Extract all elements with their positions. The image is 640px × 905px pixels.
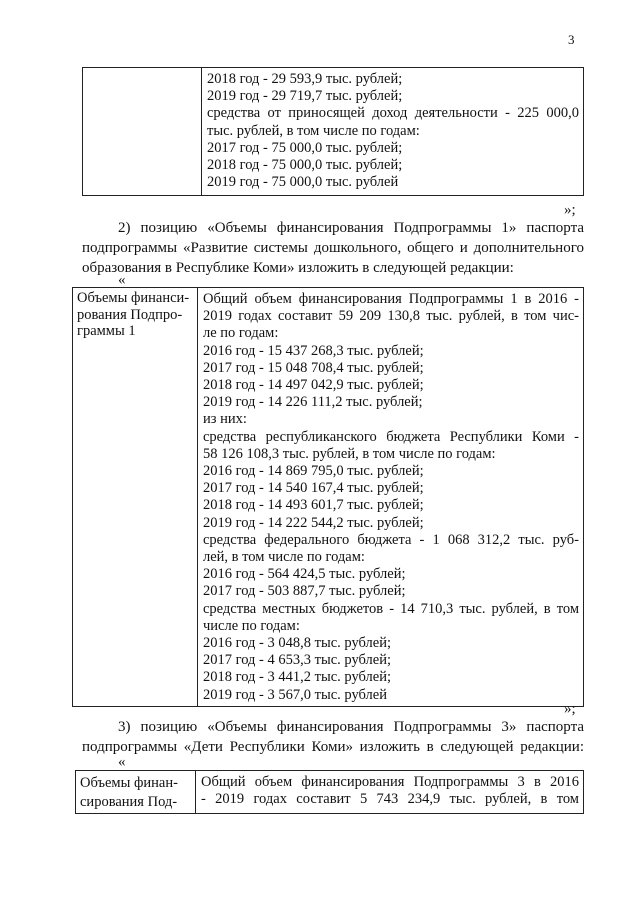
table-row [76,771,584,814]
paragraph-2-line-2: подпрограммы «Развитие системы дошкольного, общего и дополнительного [82,240,584,256]
table-line: из них: [203,411,247,428]
table-line: 2017 год - 503 887,7 тыс. рублей; [203,583,406,600]
label-line: рования Подпро- [77,306,183,323]
table-cell-label [83,68,202,196]
closing-quote-1: »; [564,202,576,218]
table-line: числе по годам: [203,617,300,634]
table-line: 2019 год - 29 719,7 тыс. рублей; [207,88,403,105]
paragraph-3-line-1: 3) позицию «Объемы финансирования Подпрограммы 3» паспорта [118,719,584,735]
table-line: Общий объем финансирования Подпрограммы 3 в 2016 [201,774,579,790]
table-cell-content [198,288,584,707]
table-line: 2018 год - 14 497 042,9 тыс. рублей; [203,377,424,394]
table-line: средства от приносящей доход деятельности - 225 000,0 [207,105,579,122]
opening-quote-2: « [118,272,126,288]
table-cell-label [76,771,196,814]
page-number: 3 [568,32,575,47]
label-line: Объемы финан- [80,775,178,791]
label-line: граммы 1 [77,323,136,339]
table-line: 2017 год - 15 048 708,4 тыс. рублей; [203,359,424,376]
table-line: 2016 год - 14 869 795,0 тыс. рублей; [203,463,424,480]
table-line: 2016 год - 3 048,8 тыс. рублей; [203,635,391,652]
table-line: 2018 год - 75 000,0 тыс. рублей; [207,157,403,174]
table-line: 2016 год - 15 437 268,3 тыс. рублей; [203,342,424,359]
paragraph-3-line-2: подпрограммы «Дети Республики Коми» изложить в следующей редакции: [82,739,584,755]
table-line: - 2019 годах составит 5 743 234,9 тыс. рублей, в том [201,791,579,808]
table-cell-content [202,68,584,196]
closing-quote-2: »; [564,701,576,717]
table-line: 2018 год - 14 493 601,7 тыс. рублей; [203,497,424,514]
opening-quote-3: « [118,754,126,770]
table-line: 2019 год - 75 000,0 тыс. рублей [207,174,399,191]
table-line: 2019 год - 14 222 544,2 тыс. рублей; [203,514,424,531]
table-line: средства местных бюджетов - 14 710,3 тыс. рублей, в том [203,600,579,617]
table-line: 2018 год - 29 593,9 тыс. рублей; [207,71,403,87]
table-line: средства республиканского бюджета Республики Коми - [203,428,579,445]
table-line: 2019 годах составит 59 209 130,8 тыс. рублей, в том чис- [203,308,579,325]
table-line: тыс. рублей, в том числе по годам: [207,122,420,139]
table-2-financing-subprogram-1 [72,287,584,707]
table-cell-label [73,288,198,707]
label-line: сирования Под- [80,793,178,810]
table-line: Общий объем финансирования Подпрограммы 1 в 2016 - [203,291,579,307]
table-1-continuation [82,67,584,196]
table-line: 2017 год - 75 000,0 тыс. рублей; [207,139,403,156]
paragraph-2-line-3: образования в Республике Коми» изложить в следующей редакции: [82,260,514,276]
paragraph-2-line-1: 2) позицию «Объемы финансирования Подпрограммы 1» паспорта [118,220,584,236]
table-line: 2019 год - 3 567,0 тыс. рублей [203,686,387,703]
table-row [73,288,584,707]
table-3-financing-subprogram-3 [75,770,584,814]
table-line: 2018 год - 3 441,2 тыс. рублей; [203,669,391,686]
table-row [83,68,584,196]
table-line: лей, в том числе по годам: [203,549,365,566]
table-line: средства федерального бюджета - 1 068 312,2 тыс. руб- [203,531,579,548]
table-line: 58 126 108,3 тыс. рублей, в том числе по годам: [203,445,496,462]
label-line: Объемы финанси- [77,290,190,306]
table-line: 2019 год - 14 226 111,2 тыс. рублей; [203,394,423,411]
table-cell-content [196,771,584,814]
paragraph-2 [82,218,584,278]
table-line: 2017 год - 14 540 167,4 тыс. рублей; [203,480,424,497]
table-line: ле по годам: [203,325,279,342]
table-line: 2017 год - 4 653,3 тыс. рублей; [203,652,391,669]
paragraph-3 [82,717,584,757]
table-line: 2016 год - 564 424,5 тыс. рублей; [203,566,406,583]
